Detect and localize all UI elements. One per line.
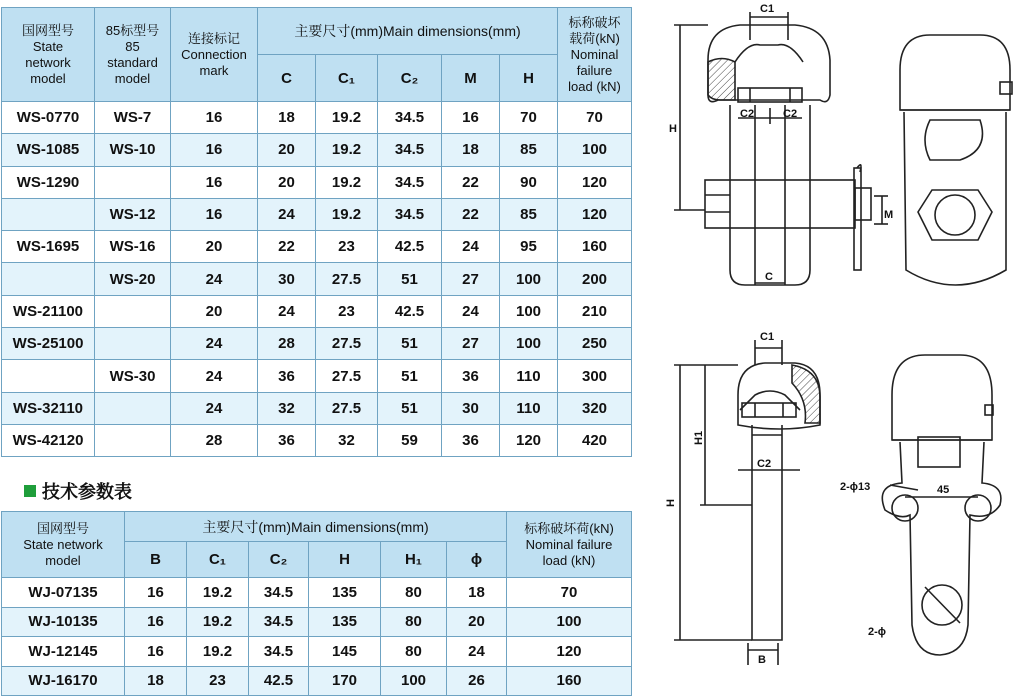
ws-cell: WS-16	[95, 231, 171, 263]
wj-cell: 16	[125, 607, 187, 637]
ws-cell: WS-1695	[2, 231, 95, 263]
wj-cell: 19.2	[187, 607, 249, 637]
label-c1-2: C1	[760, 331, 775, 343]
ws-cell: 32	[316, 424, 378, 456]
table-row	[2, 578, 632, 608]
ws-cell	[2, 198, 95, 230]
ws-cell: 16	[171, 102, 258, 134]
ws-cell: WS-42120	[2, 424, 95, 456]
ws-cell: 110	[500, 392, 558, 424]
wj-cell: 135	[309, 578, 381, 608]
ws-cell: 27	[442, 263, 500, 295]
wj-cell: 16	[125, 637, 187, 667]
header-85-standard: 85标型号 85 standard model	[95, 8, 171, 102]
table-row	[2, 666, 632, 696]
wj-cell: 26	[447, 666, 507, 696]
ws-cell: 36	[258, 424, 316, 456]
ws-cell: 100	[500, 328, 558, 360]
ws-cell: 320	[558, 392, 632, 424]
ws-cell: 32	[258, 392, 316, 424]
wj-cell: 16	[125, 578, 187, 608]
wj-cell: 18	[447, 578, 507, 608]
label-h: H	[669, 123, 677, 135]
ws-cell: WS-0770	[2, 102, 95, 134]
table-row	[2, 263, 632, 295]
section-title: 技术参数表	[24, 478, 132, 504]
ws-cell: 28	[258, 328, 316, 360]
label-c1: C1	[760, 3, 775, 15]
table-row	[2, 134, 632, 166]
header-c1: C₁	[316, 55, 378, 102]
ws-cell: 160	[558, 231, 632, 263]
ws-cell: WS-32110	[2, 392, 95, 424]
ws-cell: 300	[558, 360, 632, 392]
header-phi: ϕ	[447, 542, 507, 578]
ws-cell: 51	[378, 360, 442, 392]
wj-cell: 100	[507, 607, 632, 637]
label-m: M	[884, 209, 894, 221]
header-m: M	[442, 55, 500, 102]
ws-cell: 34.5	[378, 198, 442, 230]
ws-cell: 36	[442, 360, 500, 392]
ws-cell: 16	[171, 134, 258, 166]
header-nominal-load-2: 标称破坏荷(kN) Nominal failure load (kN)	[507, 512, 632, 578]
ws-cell: 24	[171, 328, 258, 360]
wj-cell: 80	[381, 607, 447, 637]
ws-cell: 100	[558, 134, 632, 166]
ws-cell	[95, 424, 171, 456]
ws-cell: 20	[171, 231, 258, 263]
table-row	[2, 607, 632, 637]
wj-cell: 135	[309, 607, 381, 637]
ws-cell: 27.5	[316, 360, 378, 392]
ws-cell: 24	[171, 263, 258, 295]
label-phi13: 2-ϕ13	[840, 481, 871, 493]
ws-spec-table	[1, 7, 632, 457]
ws-cell: 34.5	[378, 102, 442, 134]
wj-cell: WJ-07135	[2, 578, 125, 608]
ws-cell: 51	[378, 328, 442, 360]
wj-cell: 42.5	[249, 666, 309, 696]
ws-cell: 16	[442, 102, 500, 134]
ws-cell: 22	[442, 198, 500, 230]
ws-socket-diagram	[660, 0, 1015, 300]
ws-cell: 22	[442, 166, 500, 198]
ws-cell: 70	[558, 102, 632, 134]
ws-cell: WS-1085	[2, 134, 95, 166]
wj-cell: 70	[507, 578, 632, 608]
wj-socket-tongue-diagram	[660, 325, 1015, 690]
ws-cell: 27.5	[316, 263, 378, 295]
ws-cell	[95, 295, 171, 327]
wj-cell: 160	[507, 666, 632, 696]
table-row	[2, 231, 632, 263]
ws-cell: 59	[378, 424, 442, 456]
ws-cell: 100	[500, 263, 558, 295]
wj-cell: 34.5	[249, 607, 309, 637]
ws-cell: 90	[500, 166, 558, 198]
ws-cell: 24	[171, 360, 258, 392]
header-c2-2: C₂	[249, 542, 309, 578]
ws-cell: 28	[171, 424, 258, 456]
green-square-icon	[24, 485, 36, 497]
ws-cell: 23	[316, 295, 378, 327]
ws-cell: 18	[258, 102, 316, 134]
ws-cell: WS-12	[95, 198, 171, 230]
ws-cell: 16	[171, 166, 258, 198]
ws-cell	[95, 166, 171, 198]
ws-cell: 18	[442, 134, 500, 166]
label-45: 45	[937, 484, 950, 496]
table-row	[2, 295, 632, 327]
ws-cell: 36	[442, 424, 500, 456]
header-b: B	[125, 542, 187, 578]
table-row	[2, 637, 632, 667]
label-phi: 2-ϕ	[868, 626, 887, 638]
header-nominal-load: 标称破坏 载荷(kN) Nominal failure load (kN)	[558, 8, 632, 102]
ws-cell: 20	[258, 166, 316, 198]
ws-cell: 23	[316, 231, 378, 263]
ws-cell: WS-21100	[2, 295, 95, 327]
wj-cell: 20	[447, 607, 507, 637]
ws-cell: 36	[258, 360, 316, 392]
header-state-model: 国网型号 State network model	[2, 8, 95, 102]
ws-cell: 19.2	[316, 102, 378, 134]
header-h1: H₁	[381, 542, 447, 578]
ws-cell: 30	[258, 263, 316, 295]
ws-cell: 27	[442, 328, 500, 360]
ws-cell: 420	[558, 424, 632, 456]
label-c2-left: C2	[740, 108, 755, 120]
label-c2-right: C2	[783, 108, 798, 120]
ws-cell: 85	[500, 134, 558, 166]
ws-cell: 20	[171, 295, 258, 327]
header-c: C	[258, 55, 316, 102]
ws-cell: 100	[500, 295, 558, 327]
label-h1: H1	[693, 430, 705, 445]
ws-cell	[2, 263, 95, 295]
table-row	[2, 360, 632, 392]
header-h: H	[500, 55, 558, 102]
wj-cell: 100	[381, 666, 447, 696]
ws-cell: 24	[258, 198, 316, 230]
ws-cell: 19.2	[316, 166, 378, 198]
ws-cell: 51	[378, 263, 442, 295]
header-c1-2: C₁	[187, 542, 249, 578]
ws-cell: 42.5	[378, 295, 442, 327]
wj-cell: 170	[309, 666, 381, 696]
ws-cell: 95	[500, 231, 558, 263]
header-c2: C₂	[378, 55, 442, 102]
wj-cell: 80	[381, 637, 447, 667]
wj-cell: 34.5	[249, 637, 309, 667]
ws-cell: 250	[558, 328, 632, 360]
header-h-2: H	[309, 542, 381, 578]
ws-cell: WS-7	[95, 102, 171, 134]
ws-cell: 42.5	[378, 231, 442, 263]
header-connection-mark: 连接标记 Connection mark	[171, 8, 258, 102]
wj-cell: 120	[507, 637, 632, 667]
ws-cell: 85	[500, 198, 558, 230]
ws-cell: 16	[171, 198, 258, 230]
ws-cell: 51	[378, 392, 442, 424]
ws-cell: 120	[558, 166, 632, 198]
ws-cell	[95, 328, 171, 360]
wj-cell: WJ-16170	[2, 666, 125, 696]
ws-cell: 27.5	[316, 328, 378, 360]
ws-cell: 210	[558, 295, 632, 327]
ws-cell: 19.2	[316, 198, 378, 230]
label-c: C	[765, 271, 773, 283]
wj-cell: 19.2	[187, 637, 249, 667]
table-row	[2, 102, 632, 134]
ws-cell: 20	[258, 134, 316, 166]
ws-cell: 24	[442, 231, 500, 263]
wj-cell: WJ-12145	[2, 637, 125, 667]
table-row	[2, 328, 632, 360]
header-main-dimensions: 主要尺寸(mm)Main dimensions(mm)	[258, 8, 558, 55]
ws-cell: 200	[558, 263, 632, 295]
ws-cell: 24	[171, 392, 258, 424]
ws-cell: 120	[500, 424, 558, 456]
wj-cell: 18	[125, 666, 187, 696]
label-b: B	[758, 654, 766, 666]
wj-cell: 34.5	[249, 578, 309, 608]
table-row	[2, 392, 632, 424]
ws-cell: WS-25100	[2, 328, 95, 360]
ws-cell: WS-20	[95, 263, 171, 295]
ws-cell: 34.5	[378, 134, 442, 166]
ws-cell: 24	[442, 295, 500, 327]
table-row	[2, 166, 632, 198]
ws-cell: 120	[558, 198, 632, 230]
header-main-dimensions-2: 主要尺寸(mm)Main dimensions(mm)	[125, 512, 507, 542]
wj-cell: 145	[309, 637, 381, 667]
ws-cell: 22	[258, 231, 316, 263]
ws-cell: 19.2	[316, 134, 378, 166]
table-row	[2, 198, 632, 230]
ws-cell: 30	[442, 392, 500, 424]
label-h-2: H	[665, 499, 677, 507]
wj-cell: 80	[381, 578, 447, 608]
ws-cell: WS-1290	[2, 166, 95, 198]
ws-cell	[95, 392, 171, 424]
wj-cell: WJ-10135	[2, 607, 125, 637]
wj-cell: 24	[447, 637, 507, 667]
ws-cell: 70	[500, 102, 558, 134]
ws-cell	[2, 360, 95, 392]
header-state-network-model: 国网型号 State network model	[2, 512, 125, 578]
ws-cell: 34.5	[378, 166, 442, 198]
ws-cell: WS-10	[95, 134, 171, 166]
table-row	[2, 424, 632, 456]
wj-cell: 23	[187, 666, 249, 696]
ws-cell: 24	[258, 295, 316, 327]
wj-spec-table	[1, 511, 632, 696]
ws-cell: WS-30	[95, 360, 171, 392]
label-c2-2: C2	[757, 458, 772, 470]
wj-cell: 19.2	[187, 578, 249, 608]
ws-cell: 110	[500, 360, 558, 392]
ws-cell: 27.5	[316, 392, 378, 424]
